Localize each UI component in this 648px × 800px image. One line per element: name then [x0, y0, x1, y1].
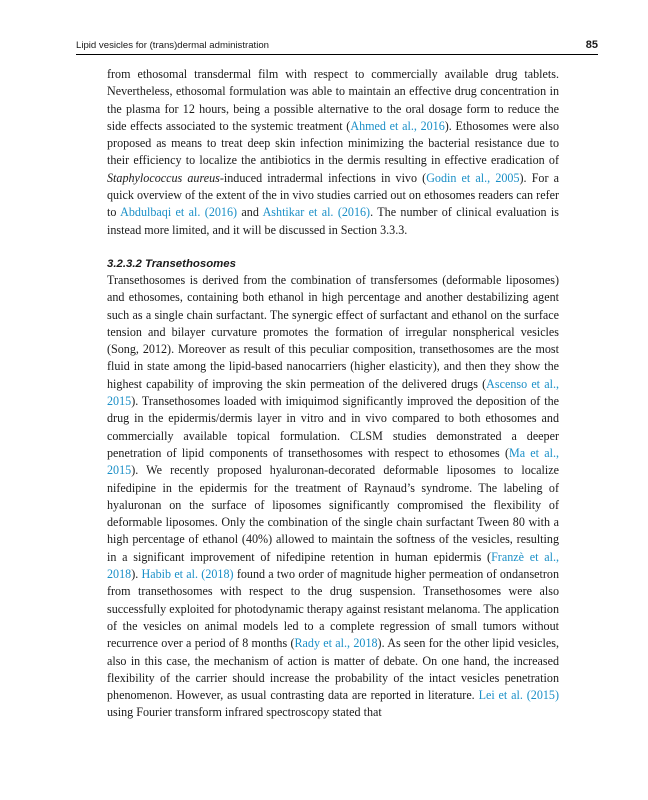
citation-abdulbaqi-2016[interactable]: Abdulbaqi et al. (2016): [120, 205, 238, 220]
citation-godin-2005[interactable]: Godin et al., 2005: [426, 170, 520, 185]
running-title: Lipid vesicles for (trans)dermal administration: [76, 40, 270, 51]
citation-franze-2018[interactable]: Franzè et al., 2018: [107, 549, 560, 582]
citation-rady-2018[interactable]: Rady et al., 2018: [294, 636, 378, 651]
citation-ascenso-2015[interactable]: Ascenso et al., 2015: [107, 376, 559, 409]
species-name: Staphylococcus aureus: [107, 170, 220, 185]
paragraph-transethosomes: Transethosomes is derived from the combination of transfersomes (deformable liposomes) and ethosomes, containing both ethanol in high percentage and another destabilizing agent such as a single chain surfactant. The synergic effect of surfactant and ethanol on the surface tension and bilayer curvature promotes the formation of irregular nonspherical vesicles (Song, 2012). Moreover as result of this peculiar composition, transethosomes are the most fluid in state among the lipid-based nanocarriers (higher elasticity), and then they show the highest capability of improving the skin permeation of the delivered drugs (Ascenso et al., 2015). Transethosomes loaded with imiquimod significantly improved the deposition of the drug in the epidermis/dermis layer in vitro and in vivo compared to both ethosomes and commercially available topical formulation. CLSM studies demonstrated a deeper penetration of lipid components of transethosomes with respect to ethosomes (Ma et al., 2015). We recently proposed hyaluronan-decorated deformable liposomes to localize nifedipine in the epidermis for the treatment of Raynaud’s syndrome. The labeling of hyaluronan on the surface of liposomes significantly compromised the flexibility of deformable liposomes. Only the combination of the single chain surfactant Tween 80 with a high percentage of ethanol (40%) allowed to maintain the softness of the vesicles, resulting in a significant improvement of nifedipine retention in human epidermis (Franzè et al., 2018). Habib et al. (2018) found a two order of magnitude higher permeation of ondansetron from transethosomes with respect to the drug suspension. Transethosomes were also successfully exploited for photodynamic therapy against resistant melanoma. The application of the vesicles on animal models led to a complete regression of small tumors without recurrence over a period of 8 months (Rady et al., 2018). As seen for the other lipid vesicles, also in this case, the mechanism of action is matter of debate. On one hand, the increased flexibility of the carrier should increase the probability of the intact vesicles penetration phenomenon. However, as usual contrasting data are reported in literature. Lei et al. (2015) using Fourier transform infrared spectroscopy stated that: [107, 272, 560, 720]
page-body: [107, 66, 559, 722]
citation-habib-2018[interactable]: Habib et al. (2018): [141, 567, 234, 582]
citation-ahmed-2016[interactable]: Ahmed et al., 2016: [350, 118, 445, 133]
citation-ashtikar-2016[interactable]: Ashtikar et al. (2016): [262, 205, 371, 220]
page-number: 85: [585, 39, 598, 51]
running-header: [76, 40, 598, 55]
paragraph-ethosomes: from ethosomal transdermal film with respect to commercially available drug tablets. Nevertheless, ethosomal formulation was able to maintain an effective drug concentration in the plasma for 12 hours, being a possible alternative to the oral dosage form to reduce the side effects associated to the systemic treatment (Ahmed et al., 2016). Ethosomes were also proposed as means to treat deep skin infection minimizing the bacterial resistance due to their efficiency to localize the antibiotics in the dermis resulting in effective eradication of Staphylococcus aureus-induced intradermal infections in vivo (Godin et al., 2005). For a quick overview of the extent of the in vivo studies carried out on ethosomes readers can refer to Abdulbaqi et al. (2016) and Ashtikar et al. (2016). The number of clinical evaluation is instead more limited, and it will be discussed in Section 3.3.3.: [107, 67, 559, 237]
citation-ma-2015[interactable]: Ma et al., 2015: [107, 445, 559, 478]
citation-lei-2015[interactable]: Lei et al. (2015): [478, 688, 559, 703]
section-heading-transethosomes: 3.2.3.2 Transethosomes: [107, 257, 236, 270]
